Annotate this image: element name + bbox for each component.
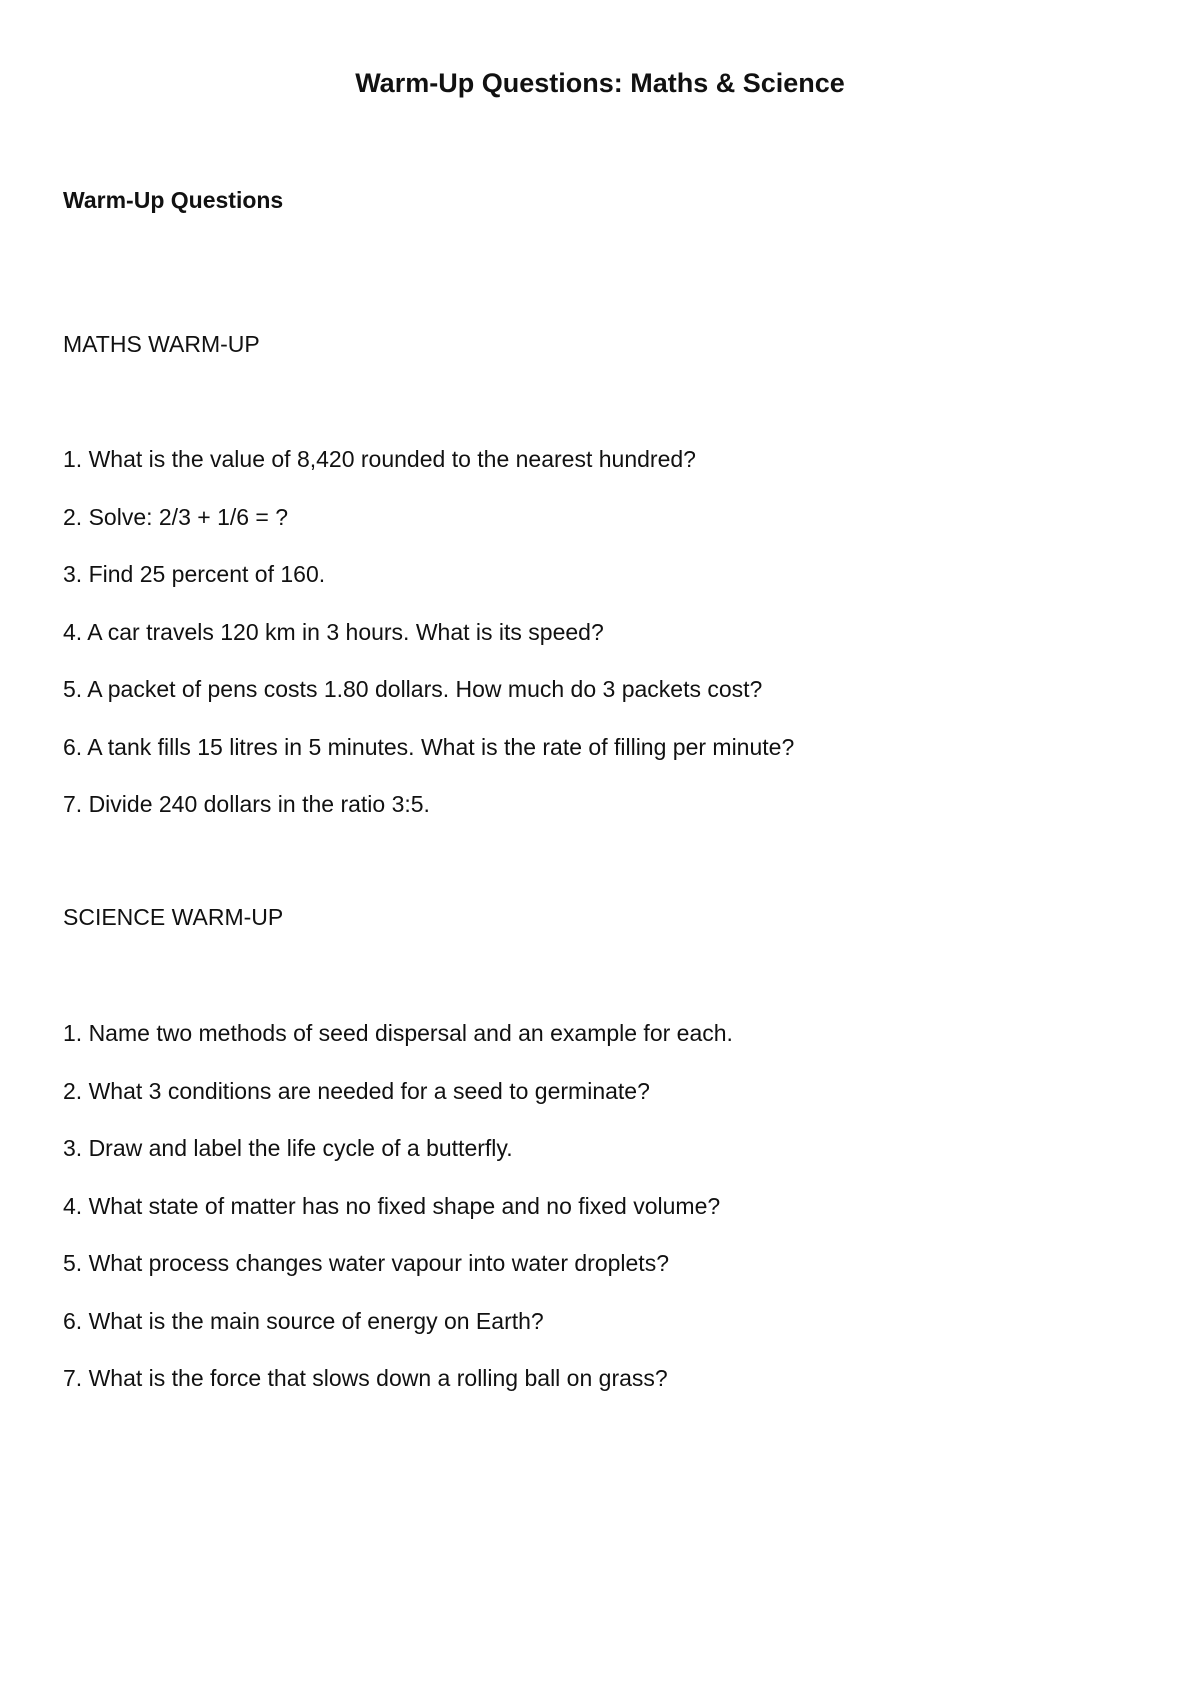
maths-question-1: 1. What is the value of 8,420 rounded to the nearest hundred? xyxy=(63,446,696,472)
warm-up-subheading: Warm-Up Questions xyxy=(63,187,284,213)
science-question-4: 4. What state of matter has no fixed shape and no fixed volume? xyxy=(63,1192,721,1219)
maths-question-6: 6. A tank fills 15 litres in 5 minutes. What is the rate of filling per minute? xyxy=(63,733,795,760)
maths-question-4: 4. A car travels 120 km in 3 hours. What is its speed? xyxy=(63,618,604,645)
maths-question-7: 7. Divide 240 dollars in the ratio 3:5. xyxy=(63,791,430,817)
maths-question-5: 5. A packet of pens costs 1.80 dollars. How much do 3 packets cost? xyxy=(63,676,763,702)
maths-question-list xyxy=(63,445,794,848)
science-question-list xyxy=(63,1019,733,1422)
science-question-2: 2. What 3 conditions are needed for a seed to germinate? xyxy=(63,1077,650,1104)
science-question-1: 1. Name two methods of seed dispersal and an example for each. xyxy=(63,1020,733,1046)
maths-question-2: 2. Solve: 2/3 + 1/6 = ? xyxy=(63,503,289,530)
maths-question-3: 3. Find 25 percent of 160. xyxy=(63,561,326,587)
science-question-3: 3. Draw and label the life cycle of a butterfly. xyxy=(63,1135,513,1161)
science-question-6: 6. What is the main source of energy on Earth? xyxy=(63,1307,544,1334)
science-question-5: 5. What process changes water vapour into water droplets? xyxy=(63,1250,669,1276)
document-title: Warm-Up Questions: Maths & Science xyxy=(355,68,845,98)
science-question-7: 7. What is the force that slows down a rolling ball on grass? xyxy=(63,1365,668,1391)
maths-section-heading: MATHS WARM-UP xyxy=(63,331,260,357)
science-section-heading: SCIENCE WARM-UP xyxy=(63,904,284,930)
